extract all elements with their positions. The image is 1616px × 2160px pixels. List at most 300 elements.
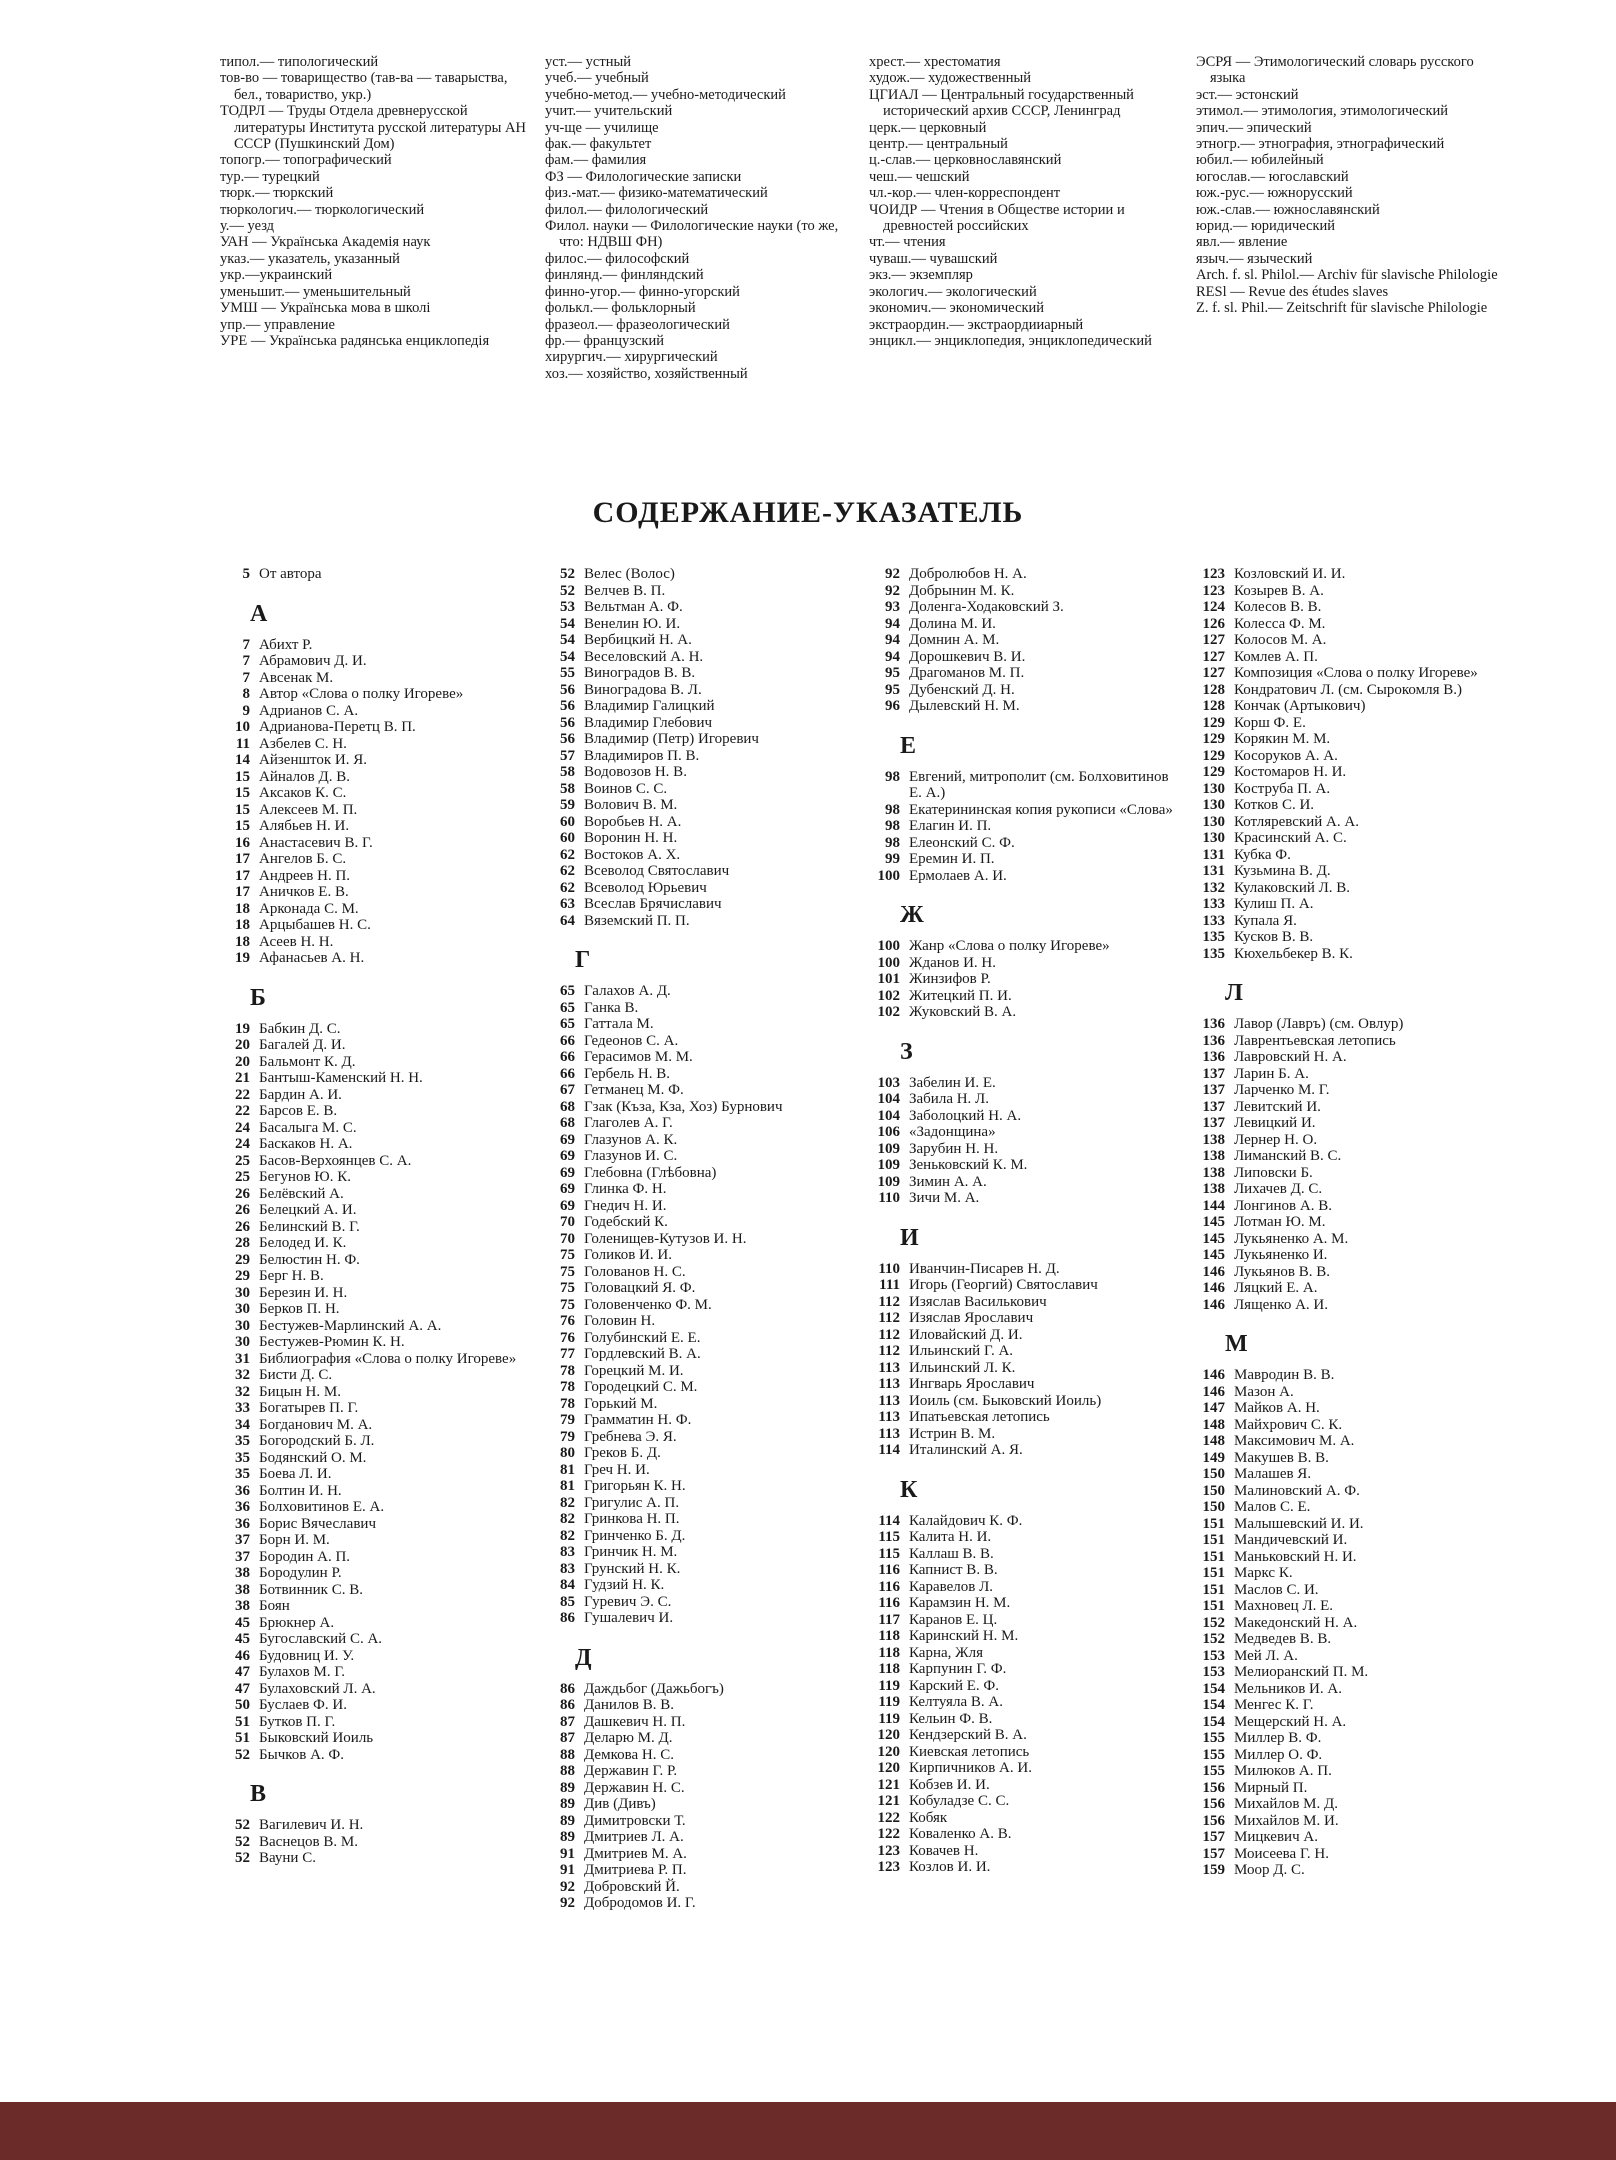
page-number: 150 [1202, 1482, 1225, 1499]
abbreviation-item: центр.— центральный [869, 136, 1008, 153]
page-number: 17 [235, 851, 250, 867]
index-entry [1195, 1582, 1505, 1599]
index-entry [870, 955, 1180, 972]
entry-title: Белецкий А. И. [259, 1202, 357, 1218]
index-entry [220, 1054, 530, 1071]
entry-title: Колесса Ф. М. [1234, 615, 1326, 632]
entry-title: «Задонщина» [909, 1124, 996, 1140]
entry-title: Див (Дивъ) [584, 1796, 656, 1812]
index-entry [220, 1747, 530, 1764]
page-number: 112 [878, 1293, 900, 1310]
index-entry [1195, 847, 1505, 864]
entry-title: Малашев Я. [1234, 1466, 1312, 1482]
index-entry [545, 682, 855, 699]
entry-title: Кулаковский Л. В. [1234, 879, 1351, 896]
entry-title: Домнин А. М. [909, 632, 1000, 648]
page-number: 85 [560, 1593, 575, 1610]
page-number: 56 [560, 731, 575, 747]
entry-title: Мелиоранский П. М. [1234, 1664, 1369, 1680]
entry-title: Абихт Р. [259, 636, 313, 653]
entry-title: Котляревский А. А. [1234, 813, 1359, 830]
entry-title: Доленга-Ходаковский З. [909, 599, 1064, 615]
abbreviation-item: фразеол.— фразеологический [545, 316, 730, 333]
entry-title: Кюхельбекер В. К. [1234, 945, 1353, 962]
page-number: 18 [235, 917, 250, 933]
page-number: 92 [560, 1895, 575, 1911]
entry-title: Драгоманов М. П. [909, 665, 1025, 681]
index-entry [545, 1763, 855, 1780]
entry-title: Изяслав Василькович [909, 1293, 1047, 1310]
index-entry [1195, 1780, 1505, 1797]
abbreviation-item: юж.-рус.— южнорусский [1196, 185, 1353, 202]
abbreviation-item: Z. f. sl. Phil.— Zeitschrift für slavische Philologie [1196, 300, 1488, 317]
page-number: 157 [1202, 1845, 1225, 1862]
entry-title: Гнедич Н. И. [584, 1197, 667, 1214]
entry-title: Ильинский Г. А. [909, 1343, 1014, 1359]
abbreviation-item: у.— уезд [220, 218, 275, 235]
index-entry [1195, 1648, 1505, 1665]
page-number: 75 [560, 1280, 575, 1296]
index-entry [870, 938, 1180, 955]
abbreviation-item: этимол.— этимология, этимологический [1196, 103, 1449, 120]
abbreviation-item: югослав.— югославский [1196, 168, 1349, 185]
index-entry [545, 649, 855, 666]
entry-title: Вагилевич И. Н. [259, 1817, 364, 1833]
entry-title: Козырев В. А. [1234, 582, 1324, 599]
page-number: 118 [878, 1628, 900, 1644]
entry-title: Жинзифов Р. [909, 971, 991, 987]
page-number: 53 [560, 599, 575, 615]
page-number: 152 [1202, 1614, 1225, 1631]
page-number: 151 [1202, 1581, 1225, 1598]
index-entry [870, 1124, 1180, 1141]
index-entry [220, 1817, 530, 1834]
index-entry [1195, 913, 1505, 930]
page-number: 31 [235, 1350, 250, 1367]
page-number: 65 [560, 983, 575, 999]
entry-title: Лонгинов А. В. [1234, 1197, 1332, 1214]
page-number: 87 [560, 1713, 575, 1730]
index-entry [545, 1264, 855, 1281]
page-number: 46 [235, 1647, 250, 1664]
page-number: 98 [885, 768, 900, 785]
abbreviation-item: тур.— турецкий [220, 168, 320, 185]
page-number: 112 [878, 1310, 900, 1326]
page-number: 115 [878, 1529, 900, 1545]
index-entry [545, 880, 855, 897]
entry-title: Долина М. И. [909, 615, 996, 632]
entry-title: Гзак (Къза, Кза, Хоз) Бурнович [584, 1098, 783, 1115]
entry-title: Левицкий И. [1234, 1115, 1316, 1131]
entry-title: Зимин А. А. [909, 1173, 987, 1190]
entry-title: Водовозов Н. В. [584, 764, 687, 780]
entry-title: Колесов В. В. [1234, 599, 1322, 615]
page-number: 82 [560, 1527, 575, 1544]
entry-title: Мавродин В. В. [1234, 1367, 1335, 1383]
entry-title: Анастасевич В. Г. [259, 834, 373, 851]
index-entry [545, 1033, 855, 1050]
abbreviation-item: физ.-мат.— физико-математический [545, 185, 768, 202]
page-number: 151 [1202, 1515, 1225, 1532]
index-entry [220, 1235, 530, 1252]
entry-title: Козловский И. И. [1234, 566, 1346, 582]
index-entry [870, 649, 1180, 666]
page-number: 135 [1202, 929, 1225, 945]
index-entry [220, 1384, 530, 1401]
index-entry [870, 1277, 1180, 1294]
page-number: 56 [560, 698, 575, 714]
index-column [870, 566, 1180, 1876]
index-entry [220, 1021, 530, 1038]
entry-title: Забелин И. Е. [909, 1074, 996, 1091]
index-entry [220, 566, 530, 583]
index-entry [870, 1310, 1180, 1327]
index-entry [220, 1367, 530, 1384]
page-number: 88 [560, 1746, 575, 1763]
entry-title: Мещерский Н. А. [1234, 1713, 1347, 1730]
entry-title: Иоиль (см. Быковский Иоиль) [909, 1392, 1102, 1409]
index-entry [545, 1214, 855, 1231]
abbreviation-item: эст.— эстонский [1196, 86, 1299, 103]
page-number: 76 [560, 1329, 575, 1346]
entry-title: Лихачев Д. С. [1234, 1181, 1323, 1197]
entry-title: Михайлов М. Д. [1234, 1796, 1338, 1812]
entry-title: Кобяк [909, 1809, 948, 1826]
page-number: 127 [1202, 632, 1225, 648]
entry-title: Болтин И. Н. [259, 1482, 342, 1499]
entry-title: Богородский Б. Л. [259, 1433, 375, 1449]
page-number: 146 [1202, 1383, 1225, 1400]
page-number: 114 [878, 1512, 900, 1529]
index-entry [545, 1313, 855, 1330]
index-entry [1195, 1016, 1505, 1033]
page-number: 21 [235, 1070, 250, 1086]
index-entry [870, 1393, 1180, 1410]
page-number: 137 [1202, 1082, 1225, 1098]
index-entry [870, 1157, 1180, 1174]
index-entry [220, 1582, 530, 1599]
page-number: 136 [1202, 1049, 1225, 1065]
abbreviation-item: юбил.— юбилейный [1196, 152, 1324, 169]
entry-title: Галахов А. Д. [584, 983, 671, 999]
page-number: 131 [1202, 863, 1225, 879]
page-number: 18 [235, 933, 250, 950]
index-entry [545, 1462, 855, 1479]
entry-title: От автора [259, 566, 322, 582]
entry-title: Зеньковский К. М. [909, 1157, 1028, 1173]
index-entry [545, 1714, 855, 1731]
entry-title: Айзеншток И. Я. [259, 752, 368, 768]
entry-title: Городецкий С. М. [584, 1379, 698, 1395]
entry-title: Афанасьев А. Н. [259, 950, 365, 966]
index-entry [220, 1103, 530, 1120]
page-number: 25 [235, 1169, 250, 1185]
index-entry [545, 1780, 855, 1797]
index-entry [545, 1594, 855, 1611]
entry-title: Кубка Ф. [1234, 846, 1291, 863]
index-entry [220, 1730, 530, 1747]
abbreviation-item: Филол. науки — Филологические науки (то же, что: НДВШ ФН) [545, 218, 839, 251]
entry-title: Жданов И. Н. [909, 954, 997, 971]
index-entry [220, 703, 530, 720]
index-entry [220, 1598, 530, 1615]
letter-heading: Л [1225, 980, 1243, 1006]
entry-title: Каринский Н. М. [909, 1628, 1019, 1644]
index-entry [870, 1661, 1180, 1678]
page-number: 113 [878, 1359, 900, 1376]
entry-title: Бардин А. И. [259, 1086, 342, 1103]
index-entry [1195, 1466, 1505, 1483]
entry-title: Богатырев П. Г. [259, 1400, 359, 1416]
page-number: 78 [560, 1395, 575, 1412]
index-entry [545, 1445, 855, 1462]
page-number: 29 [235, 1251, 250, 1268]
abbreviation-item: уст.— устный [545, 54, 631, 70]
index-entry [1195, 1499, 1505, 1516]
page-number: 66 [560, 1065, 575, 1082]
entry-title: Аксаков К. С. [259, 785, 347, 801]
page-number: 94 [885, 632, 900, 648]
entry-title: Григулис А. П. [584, 1494, 680, 1511]
page-number: 113 [878, 1425, 900, 1442]
page-number: 109 [877, 1157, 900, 1173]
page-number: 155 [1202, 1746, 1225, 1763]
page-number: 113 [878, 1376, 900, 1392]
page-number: 10 [235, 719, 250, 735]
page-number: 15 [235, 768, 250, 785]
page-number: 38 [235, 1581, 250, 1598]
index-entry [870, 1409, 1180, 1426]
entry-title: Бантыш-Каменский Н. Н. [259, 1070, 423, 1086]
letter-heading: Е [900, 732, 917, 759]
entry-title: Купала Я. [1234, 912, 1297, 929]
index-entry [545, 583, 855, 600]
index-entry [220, 1466, 530, 1483]
page-number: 100 [877, 954, 900, 971]
index-entry [1195, 1532, 1505, 1549]
index-entry [545, 1082, 855, 1099]
entry-title: Библиография «Слова о полку Игореве» [259, 1350, 517, 1367]
index-entry [1195, 1132, 1505, 1149]
page-number: 146 [1202, 1296, 1225, 1313]
entry-title: Комлев А. П. [1234, 648, 1318, 665]
page-number: 30 [235, 1334, 250, 1350]
entry-title: Веселовский А. Н. [584, 648, 704, 665]
index-entry [870, 1859, 1180, 1876]
index-entry [1195, 946, 1505, 963]
index-entry [870, 1108, 1180, 1125]
abbreviation-item: финлянд.— финляндский [545, 267, 704, 284]
index-entry [545, 1000, 855, 1017]
page-number: 118 [878, 1661, 900, 1677]
page-number: 81 [560, 1461, 575, 1478]
index-column [220, 566, 530, 1867]
page-number: 128 [1202, 698, 1225, 714]
entry-title: Всеволод Святославич [584, 863, 730, 879]
index-entry [1195, 1367, 1505, 1384]
index-entry [1195, 1846, 1505, 1863]
abbreviation-item: топогр.— топографический [220, 152, 392, 169]
index-entry [545, 1198, 855, 1215]
page-number: 151 [1202, 1565, 1225, 1581]
abbreviation-item: ц.-слав.— церковнославянский [869, 152, 1062, 169]
entry-title: Козлов И. И. [909, 1859, 991, 1875]
index-entry [870, 835, 1180, 852]
entry-title: Венелин Ю. И. [584, 615, 681, 632]
letter-heading: Г [575, 947, 591, 973]
entry-title: Гринчик Н. М. [584, 1544, 678, 1560]
page-number: 50 [235, 1697, 250, 1713]
page-number: 129 [1202, 764, 1225, 780]
page-number: 52 [235, 1817, 250, 1833]
page-number: 117 [878, 1611, 900, 1628]
page-number: 150 [1202, 1499, 1225, 1515]
entry-title: Всеволод Юрьевич [584, 879, 707, 896]
page-number: 136 [1202, 1016, 1225, 1032]
index-entry [1195, 1165, 1505, 1182]
index-entry [220, 1714, 530, 1731]
index-entry [1195, 1714, 1505, 1731]
abbreviation-item: УРЕ — Українська радянська енциклопедія [220, 332, 490, 349]
entry-title: Бестужев-Марлинский А. А. [259, 1317, 442, 1334]
entry-title: Айналов Д. В. [259, 768, 350, 785]
index-entry [545, 1846, 855, 1863]
entry-title: Гуревич Э. С. [584, 1593, 672, 1610]
index-entry [545, 1697, 855, 1714]
index-entry [870, 1141, 1180, 1158]
entry-title: Булаховский Л. А. [259, 1680, 376, 1697]
index-entry [545, 1066, 855, 1083]
entry-title: Васнецов В. М. [259, 1833, 358, 1850]
page-number: 138 [1202, 1131, 1225, 1148]
index-entry [870, 868, 1180, 885]
index-entry [870, 1294, 1180, 1311]
entry-title: Милюков А. П. [1234, 1763, 1332, 1779]
abbreviation-item: филос.— философский [545, 250, 690, 267]
page-number: 112 [878, 1326, 900, 1343]
index-entry [220, 1631, 530, 1648]
index-entry [545, 830, 855, 847]
entry-title: Гудзий Н. К. [584, 1577, 665, 1593]
page-number: 154 [1202, 1697, 1225, 1713]
index-entry [1195, 1565, 1505, 1582]
entry-title: Бестужев-Рюмин К. Н. [259, 1334, 405, 1350]
index-entry [870, 1075, 1180, 1092]
entry-title: Арконада С. М. [259, 900, 359, 917]
index-entry [545, 1561, 855, 1578]
page-number: 123 [1202, 566, 1225, 582]
index-entry [545, 1231, 855, 1248]
page-number: 99 [885, 851, 900, 867]
letter-heading: В [250, 1781, 267, 1807]
entry-title: Жанр «Слова о полку Игореве» [909, 938, 1110, 954]
page-number: 35 [235, 1433, 250, 1449]
index-entry [870, 851, 1180, 868]
abbreviation-item: хоз.— хозяйство, хозяйственный [545, 365, 748, 382]
entry-title: Боева Л. И. [259, 1466, 332, 1482]
index-entry [220, 1664, 530, 1681]
page-number: 81 [560, 1478, 575, 1494]
index-entry [1195, 1697, 1505, 1714]
page-number: 56 [560, 681, 575, 698]
page-number: 123 [877, 1842, 900, 1859]
page-number: 93 [885, 599, 900, 615]
entry-title: Демкова Н. С. [584, 1746, 674, 1763]
entry-title: Иванчин-Писарев Н. Д. [909, 1260, 1060, 1277]
index-entry [1195, 1384, 1505, 1401]
abbreviation-item: хрест.— хрестоматия [869, 54, 1001, 70]
abbreviation-item: экономич.— экономический [869, 300, 1045, 317]
page-number: 133 [1202, 912, 1225, 929]
index-entry [220, 1285, 530, 1302]
index-entry [545, 1879, 855, 1896]
index-entry [545, 847, 855, 864]
index-entry [870, 665, 1180, 682]
index-entry [870, 583, 1180, 600]
index-entry [545, 797, 855, 814]
page-number: 145 [1202, 1230, 1225, 1247]
entry-title: Ангелов Б. С. [259, 851, 347, 867]
page-number: 66 [560, 1049, 575, 1065]
index-entry [220, 736, 530, 753]
page-number: 34 [235, 1416, 250, 1433]
entry-title: Еремин И. П. [909, 851, 995, 867]
entry-title: Вельтман А. Ф. [584, 599, 683, 615]
index-entry [1195, 1181, 1505, 1198]
index-entry [1195, 1066, 1505, 1083]
page-number: 121 [877, 1793, 900, 1809]
abbreviation-item: хирургич.— хирургический [545, 349, 718, 366]
entry-title: Иловайский Д. И. [909, 1326, 1023, 1343]
entry-title: Даждьбог (Дажьбогъ) [584, 1680, 724, 1697]
entry-title: Дылевский Н. М. [909, 698, 1020, 714]
page-number: 121 [877, 1776, 900, 1793]
entry-title: Медведев В. В. [1234, 1631, 1332, 1647]
entry-title: Данилов В. В. [584, 1697, 675, 1713]
abbreviation-item: уч-ще — училище [545, 119, 659, 136]
index-entry [1195, 830, 1505, 847]
index-entry [1195, 1247, 1505, 1264]
index-entry [220, 686, 530, 703]
index-entry [545, 566, 855, 583]
page-number: 22 [235, 1086, 250, 1103]
abbreviation-item: экз.— экземпляр [869, 267, 973, 284]
page-number: 146 [1202, 1367, 1225, 1383]
entry-title: Миллер В. Ф. [1234, 1730, 1322, 1746]
page-number: 52 [235, 1850, 250, 1866]
entry-title: Дмитриев М. А. [584, 1845, 687, 1862]
page-number: 102 [877, 1004, 900, 1020]
page-number: 94 [885, 648, 900, 665]
index-entry [1195, 748, 1505, 765]
entry-title: Велес (Волос) [584, 566, 675, 582]
index-entry [870, 1595, 1180, 1612]
abbreviation-item: УМШ — Українська мова в школі [220, 300, 431, 317]
entry-title: Келтуяла В. А. [909, 1694, 1003, 1710]
index-entry [545, 632, 855, 649]
page-number: 7 [242, 669, 250, 686]
entry-title: Бицын Н. М. [259, 1383, 341, 1400]
page-number: 113 [878, 1409, 900, 1425]
index-entry [545, 1829, 855, 1846]
page-number: 62 [560, 863, 575, 879]
page-number: 5 [242, 566, 250, 582]
entry-title: Маслов С. И. [1234, 1581, 1319, 1598]
abbreviation-item: филол.— филологический [545, 201, 709, 218]
page-number: 92 [560, 1878, 575, 1895]
entry-title: Мирный П. [1234, 1779, 1308, 1796]
index-entry [1195, 665, 1505, 682]
